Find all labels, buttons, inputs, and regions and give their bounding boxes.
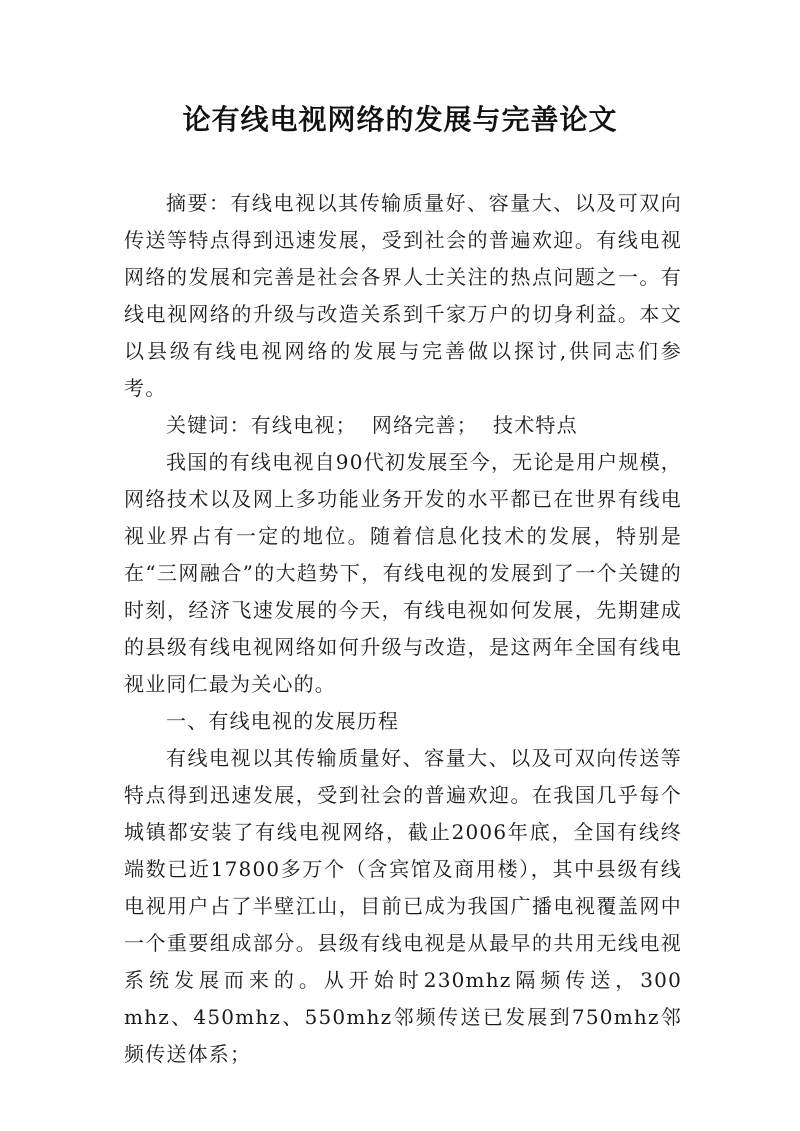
intro-paragraph: 我国的有线电视自90代初发展至今，无论是用户规模，网络技术以及网上多功能业务开发的水平都已在世界有线电视业界占有一定的地位。随着信息化技术的发展，特别是在“三网融合”的大趋势下，有线电视的发展到了一个关键的时刻，经济飞速发展的今天，有线电视如何发展，先期建成的县级有线电视网络如何升级与改造，是这两年全国有线电视业同仁最为关心的。 (124, 450, 682, 696)
section-heading: 一、有线电视的发展历程 (166, 709, 400, 733)
document-body (124, 185, 682, 1073)
document-title: 论有线电视网络的发展与完善论文 (182, 103, 618, 136)
keywords-paragraph: 关键词：有线电视； 网络完善； 技术特点 (166, 413, 578, 437)
section-paragraph: 有线电视以其传输质量好、容量大、以及可双向传送等特点得到迅速发展，受到社会的普遍欢迎。在我国几乎每个城镇都安装了有线电视网络，截止2006年底，全国有线终端数已近17800多万个（含宾馆及商用楼），其中县级有线电视用户占了半壁江山，目前已成为我国广播电视覆盖网中一个重要组成部分。县级有线电视是从最早的共用无线电视系统发展而来的。从开始时230mhz隔频传送，300 mhz、450mhz、550mhz邻频传送已发展到750mhz邻频传送体系； (124, 746, 682, 1066)
abstract-paragraph: 摘要：有线电视以其传输质量好、容量大、以及可双向传送等特点得到迅速发展，受到社会的普遍欢迎。有线电视网络的发展和完善是社会各界人士关注的热点问题之一。有线电视网络的升级与改造关系到千家万户的切身利益。本文以县级有线电视网络的发展与完善做以探讨,供同志们参考。 (124, 191, 682, 400)
